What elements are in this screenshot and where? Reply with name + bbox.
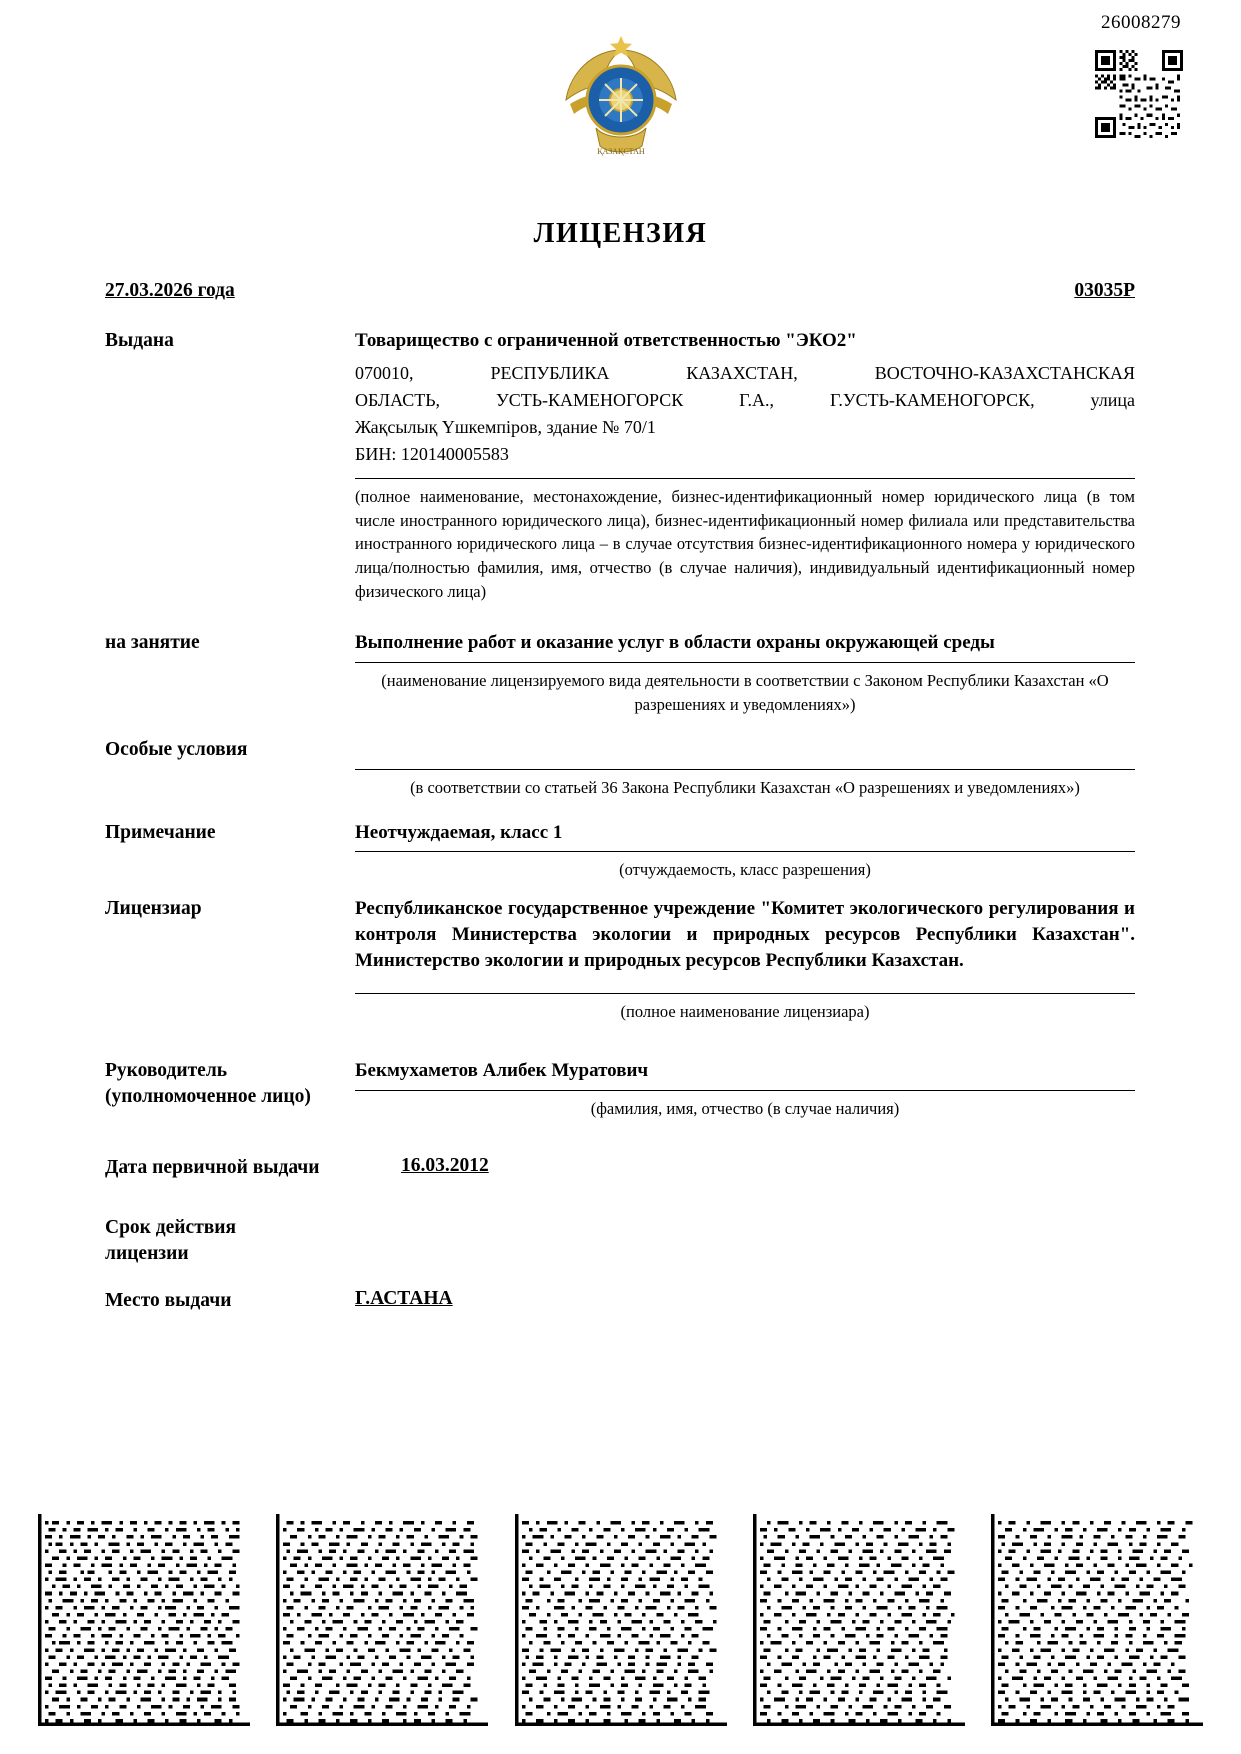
head-hint: (фамилия, имя, отчество (в случае наличия): [590, 1098, 900, 1118]
activity-value-block: [355, 630, 1135, 716]
address-line-1: 070010, РЕСПУБЛИКА КАЗАХСТАН, ВОСТОЧНО-КАЗАХСТАНСКАЯ: [355, 362, 1135, 383]
datamatrix-1: [38, 1514, 250, 1726]
place-label: Место выдачи: [105, 1289, 232, 1311]
address-line-3: Жақсылық Үшкемпіров, здание № 70/1: [355, 416, 656, 437]
first-issue-row: [105, 1155, 1135, 1181]
special-conditions-value: [355, 737, 1135, 763]
head-value: Бекмухаметов Алибек Муратович: [355, 1060, 649, 1082]
divider-licensor: [355, 993, 1135, 994]
datamatrix-3: [515, 1514, 727, 1726]
issued-to-address: [355, 360, 1135, 468]
activity-label: на занятие: [105, 632, 200, 654]
note-hint: (отчуждаемость, класс разрешения): [619, 860, 871, 880]
divider-special-conditions: [355, 769, 1135, 770]
validity-label-line-1: Срок действия: [105, 1216, 237, 1238]
divider-note: [355, 851, 1135, 852]
note-row: [105, 820, 1135, 883]
validity-label-line-2: лицензии: [105, 1243, 189, 1265]
license-number: 03035Р: [1074, 280, 1135, 301]
place-value: Г.АСТАНА: [355, 1287, 453, 1309]
document-body: [105, 280, 1135, 1314]
note-value: Неотчуждаемая, класс 1: [355, 821, 563, 843]
bin-value: БИН: 120140005583: [355, 443, 509, 464]
document-number: 26008279: [1101, 12, 1181, 33]
head-value-block: [355, 1058, 1135, 1121]
coat-of-arms-icon: [556, 28, 686, 158]
datamatrix-5: [991, 1514, 1203, 1726]
divider-activity: [355, 662, 1135, 663]
place-row: [105, 1288, 1135, 1314]
activity-value: Выполнение работ и оказание услуг в области охраны окружающей среды: [355, 632, 995, 654]
barcode-strip: [38, 1514, 1203, 1726]
licensor-value-block: [355, 896, 1135, 1024]
activity-row: [105, 630, 1135, 716]
head-label-line-2: (уполномоченное лицо): [105, 1086, 311, 1108]
issued-to-value: [355, 328, 1135, 604]
licensor-row: [105, 896, 1135, 1024]
licensor-hint: (полное наименование лицензиара): [620, 1002, 870, 1022]
validity-label: [105, 1215, 355, 1268]
qr-code-top: [1095, 50, 1183, 138]
svg-text:ҚАЗАҚСТАН: ҚАЗАҚСТАН: [596, 147, 645, 156]
special-conditions-hint: (в соответствии со статьей 36 Закона Республики Казахстан «О разрешениях и уведомлениях»): [410, 777, 1080, 797]
datamatrix-2: [276, 1514, 488, 1726]
issued-to-name: Товарищество с ограниченной ответственностью "ЭКО2": [355, 330, 857, 351]
note-label: Примечание: [105, 821, 216, 843]
issued-to-hint: (полное наименование, местонахождение, бизнес-идентификационный номер юридического лица (в том числе иностранного юридического лица), бизнес-идентификационный номер филиала или представительства иностранного юридического лица – в случае отсутствия бизнес-идентификационного номера у юридического лица/полностью фамилия, имя, отчество (в случае наличия), индивидуальный идентификационный номер физического лица): [355, 486, 1135, 602]
special-conditions-row: [105, 737, 1135, 800]
page-title: ЛИЦЕНЗИЯ: [533, 218, 708, 249]
head-row: [105, 1058, 1135, 1121]
issued-to-row: [105, 328, 1135, 604]
address-line-2: ОБЛАСТЬ, УСТЬ-КАМЕНОГОРСК Г.А., Г.УСТЬ-КАМЕНОГОРСК, улица: [355, 389, 1135, 410]
divider-head: [355, 1090, 1135, 1091]
licensor-value: Республиканское государственное учреждение "Комитет экологического регулирования и контроля Министерства экологии и природных ресурсов Республики Казахстан". Министерство экологии и природных ресурсов Республики Казахстан.: [355, 898, 1135, 971]
special-conditions-value-block: [355, 737, 1135, 800]
licensor-label: Лицензиар: [105, 898, 202, 920]
first-issue-label: Дата первичной выдачи: [105, 1156, 320, 1178]
issue-date: 27.03.2026 года: [105, 280, 235, 301]
divider-issued-to: [355, 478, 1135, 479]
activity-hint: (наименование лицензируемого вида деятельности в соответствии с Законом Республики Казахстан «О разрешениях и уведомлениях»): [381, 670, 1109, 714]
issued-to-label: Выдана: [105, 330, 174, 351]
head-label: [105, 1058, 355, 1111]
validity-row: [105, 1215, 1135, 1268]
date-number-row: [105, 280, 1135, 302]
first-issue-value: 16.03.2012: [401, 1154, 489, 1176]
special-conditions-label: Особые условия: [105, 738, 248, 760]
note-value-block: [355, 820, 1135, 883]
head-label-line-1: Руководитель: [105, 1060, 228, 1082]
datamatrix-4: [753, 1514, 965, 1726]
